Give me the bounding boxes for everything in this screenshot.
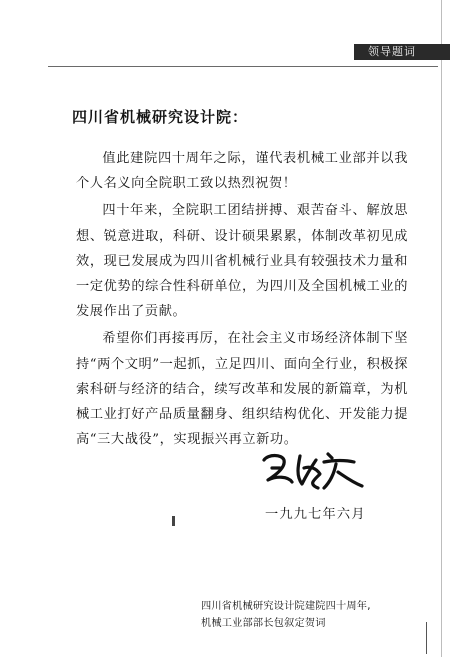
section-label-tab: 领导题词 (354, 44, 450, 60)
ink-mark (172, 516, 175, 526)
caption-line-2: 机械工业部部长包叙定贺词 (201, 618, 326, 629)
header-rule (48, 66, 438, 67)
photo-caption (201, 598, 401, 632)
letter-paragraph-1: 值此建院四十周年之际，谨代表机械工业部并以我个人名义向全院职工致以热烈祝贺！ (76, 151, 408, 192)
letter-salutation: 四川省机械研究设计院： (72, 108, 249, 126)
letter-paragraph-3: 希望你们再接再厉，在社会主义市场经济体制下坚持“两个文明”一起抓，立足四川、面向全行业，积极探索科研与经济的结合，续写改革和发展的新篇章，为机械工业打好产品质量翻身、组织结构优化、开发能力提高“三大战役”，实现振兴再立新功。 (76, 331, 408, 448)
letter-date: 一九九七年六月 (265, 507, 366, 522)
letter-paragraph-2: 四十年来，全院职工团结拼搏、艰苦奋斗、解放思想、锐意进取，科研、设计硕果累累，体制改革初见成效，现已发展成为四川省机械行业具有较强技术力量和一定优势的综合性科研单位，为四川及全国机械工业的发展作出了贡献。 (76, 203, 408, 320)
handwritten-signature (258, 446, 368, 494)
letter-body (76, 146, 408, 454)
page-edge-line (441, 0, 442, 657)
caption-line-1: 四川省机械研究设计院建院四十周年, (201, 601, 371, 612)
edge-scan-mark (426, 622, 427, 654)
